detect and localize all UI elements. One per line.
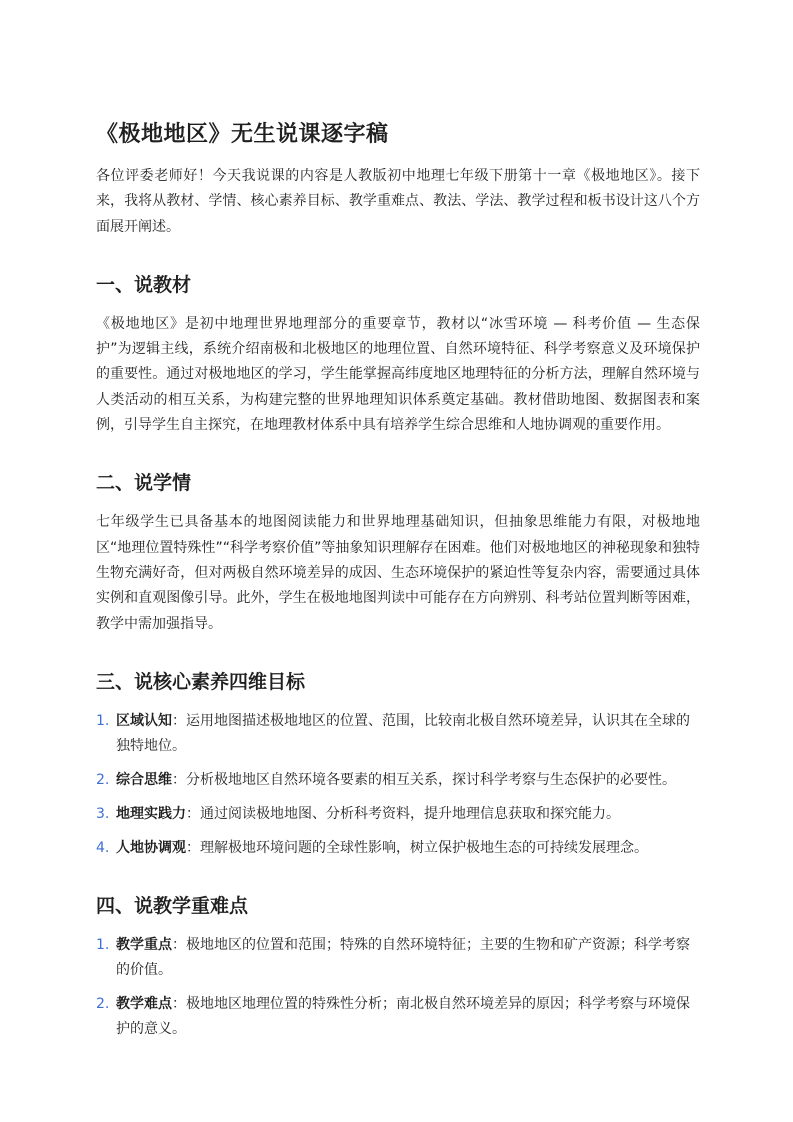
section-heading-textbook: 一、说教材 [96,273,192,296]
intro-paragraph: 各位评委老师好！今天我说课的内容是人教版初中地理七年级下册第十一章《极地地区》。接下来，我将从教材、学情、核心素养目标、教学重难点、教法、学法、教学过程和板书设计这八个方面展开阐述。 [96,168,700,235]
document-page [96,118,700,1051]
section-heading-objectives: 三、说核心素养四维目标 [96,670,306,693]
key-points-list [96,933,700,1043]
list-number: 3. [96,805,110,822]
list-text: ：理解极地环境问题的全球性影响，树立保护极地生态的可持续发展理念。 [186,839,648,856]
list-item [96,992,700,1043]
list-number: 2. [96,995,110,1012]
section-heading-students: 二、说学情 [96,472,192,495]
list-term: 教学重点 [116,936,172,953]
list-number: 4. [96,839,110,856]
section-body-textbook: 《极地地区》是初中地理世界地理部分的重要章节，教材以“冰雪环境 — 科考价值 — 生态保护”为逻辑主线，系统介绍南极和北极地区的地理位置、自然环境特征、科学考察意义及环境保护的重要性。通过对极地地区的学习，学生能掌握高纬度地区地理特征的分析方法，理解自然环境与人类活动的相互关系，为构建完整的世界地理知识体系奠定基础。教材借助地图、数据图表和案例，引导学生自主探究，在地理教材体系中具有培养学生综合思维和人地协调观的重要作用。 [96,315,700,434]
list-text: ：运用地图描述极地地区的位置、范围，比较南北极自然环境差异，认识其在全球的独特地位。 [116,712,690,755]
section-heading-key-points: 四、说教学重难点 [96,894,249,917]
document-title: 《极地地区》无生说课逐字稿 [96,122,389,147]
list-number: 1. [96,712,110,729]
list-item [96,836,700,861]
list-term: 地理实践力 [116,805,186,822]
list-text: ：分析极地地区自然环境各要素的相互关系，探讨科学考察与生态保护的必要性。 [172,771,676,788]
section-body-students: 七年级学生已具备基本的地图阅读能力和世界地理基础知识，但抽象思维能力有限，对极地地区“地理位置特殊性”“科学考察价值”等抽象知识理解存在困难。他们对极地地区的神秘现象和独特生物充满好奇，但对两极自然环境差异的成因、生态环境保护的紧迫性等复杂内容，需要通过具体实例和直观图像引导。此外，学生在极地地图判读中可能存在方向辨别、科考站位置判断等困难，教学中需加强指导。 [96,514,700,632]
objectives-list [96,709,700,861]
list-number: 1. [96,936,110,953]
list-text: ：极地地区的位置和范围；特殊的自然环境特征；主要的生物和矿产资源；科学考察的价值。 [116,936,690,979]
list-term: 人地协调观 [116,839,186,856]
list-term: 教学难点 [116,995,172,1012]
list-text: ：极地地区地理位置的特殊性分析；南北极自然环境差异的原因；科学考察与环境保护的意义。 [116,995,690,1038]
list-item [96,768,700,793]
list-item [96,933,700,984]
list-item [96,802,700,827]
list-term: 区域认知 [116,712,172,729]
list-term: 综合思维 [116,771,172,788]
list-text: ：通过阅读极地地图、分析科考资料，提升地理信息获取和探究能力。 [186,805,620,822]
list-number: 2. [96,771,110,788]
list-item [96,709,700,760]
